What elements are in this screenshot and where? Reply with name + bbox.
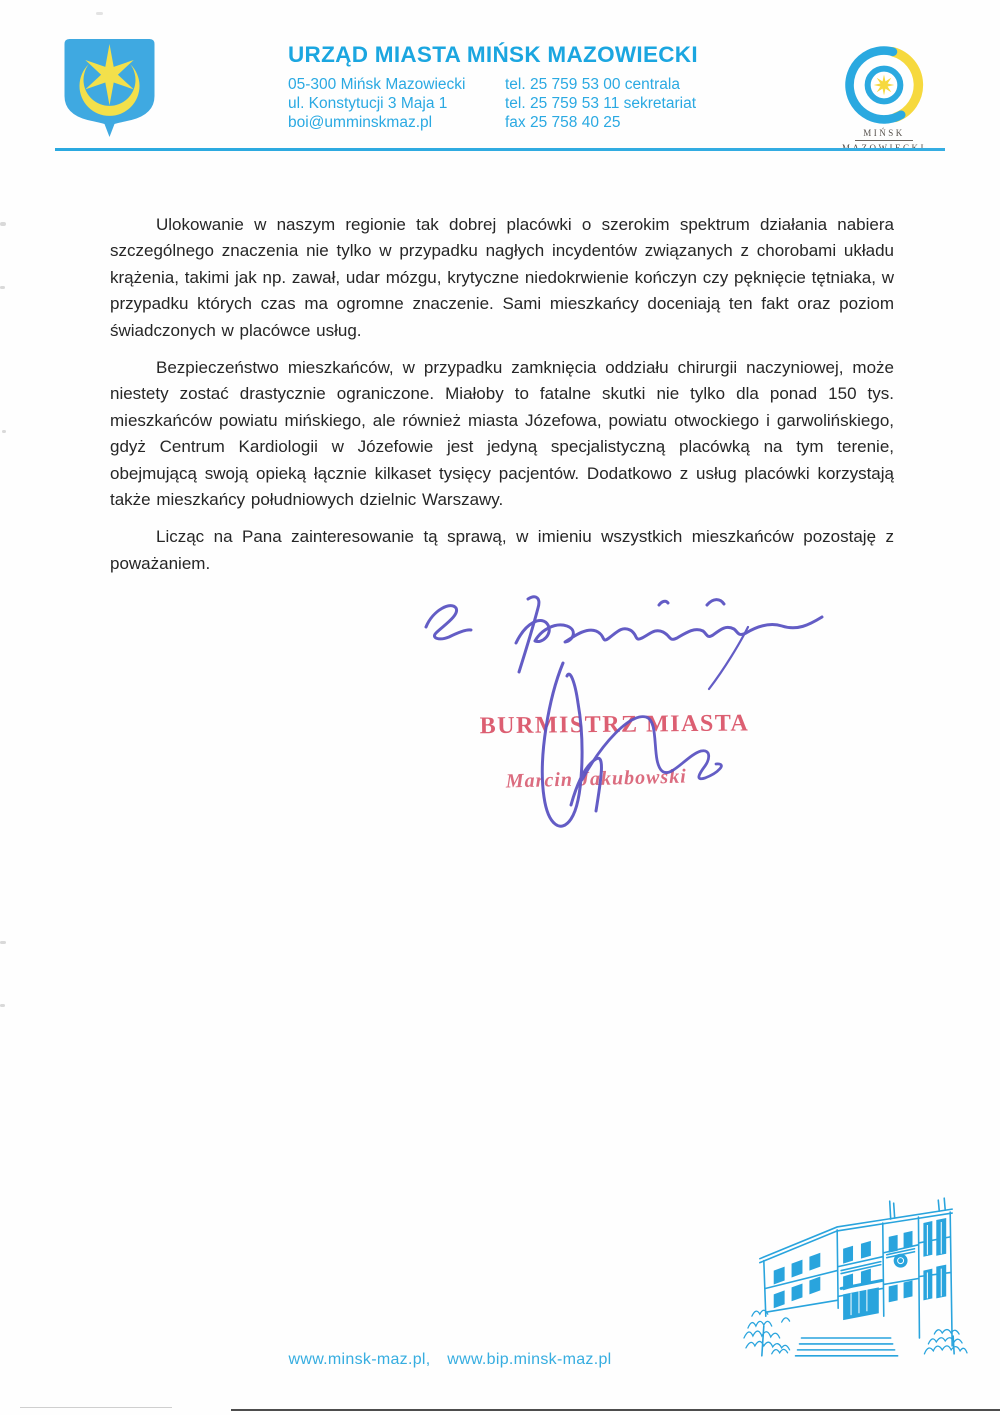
- address-line-street: ul. Konstytucji 3 Maja 1: [288, 95, 448, 112]
- handwritten-signature: [410, 575, 970, 855]
- logo-caption-city: MIŃSK: [863, 128, 905, 138]
- phone-line-central: tel. 25 759 53 00 centrala: [505, 76, 680, 93]
- footer-link-bip-site[interactable]: www.bip.minsk-maz.pl: [447, 1351, 612, 1368]
- scan-bottom-edge-line-faint: [20, 1407, 172, 1408]
- address-line-postal: 05-300 Mińsk Mazowiecki: [288, 76, 466, 93]
- scan-artifact: [0, 941, 6, 944]
- fax-line: fax 25 758 40 25: [505, 114, 621, 131]
- logo-caption-divider: [855, 140, 913, 141]
- city-promotional-logo: [836, 42, 932, 153]
- header-divider-rule: [55, 148, 945, 151]
- paragraph-2: Bezpieczeństwo mieszkańców, w przypadku zamknięcia oddziału chirurgii naczyniowej, może niestety zostać drastycznie ograniczone. Miałoby to fatalne skutki nie tylko dla ponad 150 tys. mieszkańców powiatu mińskiego, ale również miasta Józefowa, powiatu otwockiego i garwolińskiego, gdyż Centrum Kardiologii w Józefowie jest jedyną specjalistyczną placówką na tym terenie, obejmującą swoją opieką łącznie kilkaset tysięcy pacjentów. Dodatkowo z usług placówki korzystają także mieszkańcy południowych dzielnic Warszawy.: [110, 358, 894, 510]
- footer-link-city-site[interactable]: www.minsk-maz.pl,: [288, 1351, 431, 1368]
- footer-links: [0, 1351, 900, 1369]
- header-contact-block: [288, 75, 848, 132]
- letter-body: [110, 212, 894, 588]
- scan-bottom-edge-line: [231, 1409, 1000, 1411]
- organization-title: URZĄD MIASTA MIŃSK MAZOWIECKI: [288, 42, 698, 67]
- paragraph-1: Ulokowanie w naszym regionie tak dobrej placówki o szerokim spektrum działania nabiera szczególnego znaczenia nie tylko w przypadku nagłych incydentów związanych z chorobami układu krążenia, takimi jak np. zawał, udar mózgu, krytyczne niedokrwienie kończyn czy pęknięcie tętniaka, w przypadku których czas ma ogromne znaczenie. Sami mieszkańcy doceniają ten fakt oraz poziom świadczonych w placówce usług.: [110, 215, 894, 340]
- paragraph-3: Licząc na Pana zainteresowanie tą sprawą, w imieniu wszystkich mieszkańców pozostaję z poważaniem.: [110, 527, 894, 573]
- stamp-name: Marcin Jakubowski: [505, 765, 688, 793]
- scan-artifact: [0, 286, 5, 289]
- scan-artifact: [0, 1004, 5, 1007]
- city-coat-of-arms-icon: [57, 36, 162, 144]
- scan-artifact: [96, 12, 103, 15]
- city-logo-rings-icon: [838, 42, 930, 128]
- stamp-title: BURMISTRZ MIASTA: [479, 710, 750, 740]
- address-line-email: boi@umminskmaz.pl: [288, 114, 433, 131]
- scan-artifact: [2, 430, 6, 433]
- scan-artifact: [0, 222, 6, 226]
- city-hall-building-sketch: [742, 1196, 970, 1362]
- phone-line-secretariat: tel. 25 759 53 11 sekretariat: [505, 95, 697, 112]
